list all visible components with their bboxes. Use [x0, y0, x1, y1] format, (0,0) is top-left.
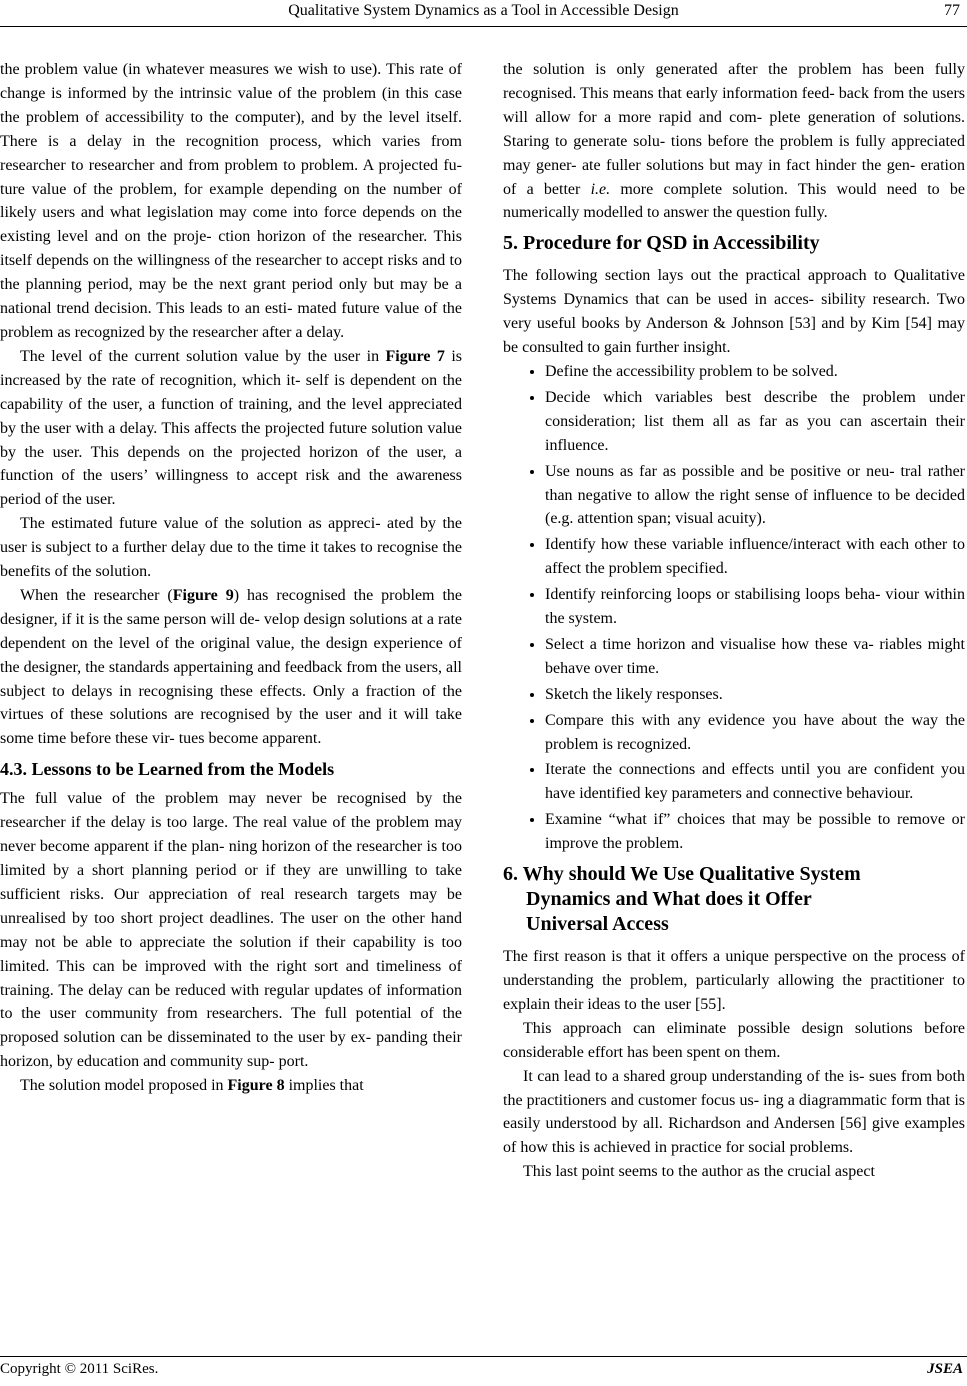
text-run: is increased by the rate of recognition, which it- self is dependent on the capability of the user, a function of training, and the level appreciated by the user with a delay. This affects the projected future solution value by the user. This depends on the projected horizon of the user, a function of the users’ willingness to accept risk and the awareness period of the user. — [0, 347, 462, 509]
running-title: Qualitative System Dynamics as a Tool in Accessible Design — [288, 2, 679, 19]
page-footer — [0, 1356, 967, 1386]
paragraph: The estimated future value of the solution as appreci- ated by the user is subject to a further delay due to the time it takes to recognise the benefits of the solution. — [0, 515, 462, 581]
list-item: • Identify reinforcing loops or stabilising loops beha- viour within the system. — [545, 583, 965, 631]
paragraph — [503, 58, 965, 225]
paragraph: This last point seems to the author as the crucial aspect — [523, 1163, 875, 1181]
paragraph: the problem value (in whatever measures we wish to use). This rate of change is informed by the intrinsic value of the problem (in this case the problem of accessibility to the computer), and by the level itself. There is a delay in the recognition process, which varies from researcher to researcher and from problem to problem. A projected fu- ture value of the problem, for example depending on the number of likely users and what legislation may come into force depends on the existing level and on the proje- ction horizon of the researcher. This itself depends on the willingness of the researcher to accept risks and to the planning period, may be the next grant period only but may be a national trend decision. This leads to an esti- mated future value of the problem as recognized by the researcher after a delay. — [0, 61, 462, 341]
right-column — [503, 58, 965, 1184]
list-item: • Compare this with any evidence you have about the way the problem is recognized. — [545, 709, 965, 757]
list-item: • Use nouns as far as possible and be positive or neu- tral rather than negative to allow the right sense of influence to be decided (e.g. attention span; visual acuity). — [545, 460, 965, 532]
list-item: • Identify how these variable influence/interact with each other to affect the problem specified. — [545, 533, 965, 581]
running-header — [0, 0, 967, 30]
header-rule — [0, 26, 967, 27]
text-run: implies that — [284, 1077, 364, 1095]
section-heading-4-3: 4.3. Lessons to be Learned from the Models — [0, 759, 335, 780]
paragraph: This approach can eliminate possible design solutions before considerable effort has been spent on them. — [503, 1019, 965, 1061]
copyright-notice: Copyright © 2011 SciRes. — [0, 1361, 159, 1377]
heading-line: 6. Why should We Use Qualitative System — [503, 863, 861, 886]
text-run: the solution is only generated after the problem has been fully recognised. This means that early information feed- back from the users will allow for a more rapid and com- plete generation of solutions. Staring to generate solu- tions before the problem is fully appreciated may gener- ate fuller solutions but may in fact hinder the gen- eration of a better — [503, 61, 965, 198]
heading-line: Universal Access — [526, 913, 669, 936]
text-run: The level of the current solution value by the user in — [20, 347, 386, 365]
paragraph — [0, 1074, 462, 1098]
paragraph — [0, 584, 462, 751]
footer-rule — [0, 1356, 967, 1357]
list-item: • Define the accessibility problem to be solved. — [545, 360, 965, 384]
text-run: When the researcher ( — [20, 586, 173, 604]
text-run: more complete solution. This would need to be numerically modelled to answer the question fully. — [503, 180, 966, 222]
heading-line: Dynamics and What does it Offer — [526, 888, 812, 911]
paragraph: The full value of the problem may never be recognised by the researcher if the delay is too large. The real value of the problem may never become apparent if the plan- ning horizon of the researcher is too limited by a short planning period or if they are unwilling to take sufficient risks. Our appreciation of real research targets may be unrealised by too short project deadlines. The user on the other hand may not be able to appreciate the solution if their capability is too limited. This can be improved with the right sort and timeliness of training. The delay can be reduced with regular updates of information to the user community from researchers. The full potential of the proposed solution can be disseminated to the user by ex- panding their horizon, by education and community sup- port. — [0, 790, 462, 1071]
list-item: • Decide which variables best describe the problem under consideration; list them all as far as you can ascertain their influence. — [545, 386, 965, 458]
paragraph — [0, 345, 462, 512]
text-run-italic: i.e. — [590, 180, 611, 198]
text-run: The solution model proposed in — [20, 1077, 228, 1095]
paragraph: The first reason is that it offers a unique perspective on the process of understanding the problem, particularly allowing the practitioner to explain their ideas to the user [55]. — [503, 948, 965, 1013]
procedure-list — [503, 360, 965, 856]
journal-abbreviation: JSEA — [927, 1361, 963, 1377]
paragraph: The following section lays out the practical approach to Qualitative Systems Dynamics that can be used in acces- sibility research. Two very useful books by Anderson & Johnson [53] and by Kim [54] may be consulted to gain further insight. — [503, 267, 965, 357]
section-heading-5: 5. Procedure for QSD in Accessibility — [503, 232, 820, 255]
list-item: • Examine “what if” choices that may be possible to remove or improve the problem. — [545, 808, 965, 856]
figure-reference[interactable]: Figure 9 — [172, 586, 234, 604]
page-number: 77 — [944, 2, 960, 19]
list-item: • Sketch the likely responses. — [545, 683, 965, 707]
text-run: ) has recognised the problem the designer, if it is the same person will de- velop design solutions at a rate dependent on the level of the original value, the design experience of the designer, the standards appertaining and feedback from the users, all subject to delays in recognising these effects. Only a fraction of the virtues of these solutions are recognised by the user and it will take some time before these vir- tues become apparent. — [0, 586, 463, 748]
figure-reference[interactable]: Figure 8 — [227, 1077, 285, 1095]
list-item: • Select a time horizon and visualise how these va- riables might behave over time. — [545, 633, 965, 681]
section-heading-6 — [503, 862, 965, 937]
figure-reference[interactable]: Figure 7 — [385, 347, 445, 365]
list-item: • Iterate the connections and effects until you are confident you have identified key parameters and connective behaviour. — [545, 758, 965, 806]
paragraph: It can lead to a shared group understanding of the is- sues from both the practitioners and customer focus us- ing a diagrammatic form that is easily understood by all. Richardson and Andersen [56] give examples of how this is achieved in practice for social problems. — [503, 1067, 965, 1157]
left-column — [0, 58, 462, 1098]
